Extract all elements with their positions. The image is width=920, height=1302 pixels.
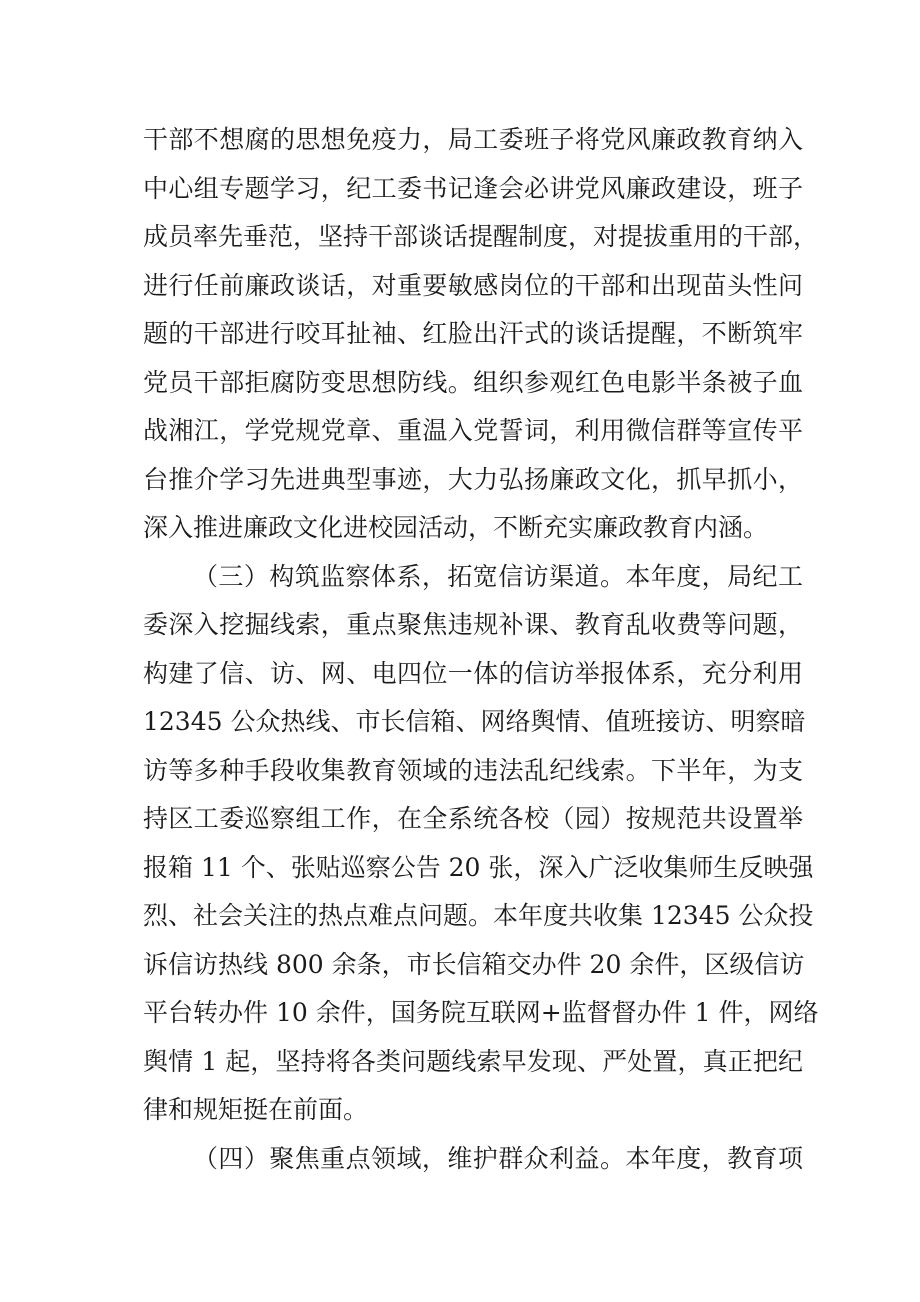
text-line: （四）聚焦重点领域，维护群众利益。本年度，教育项 — [193, 1143, 803, 1173]
text-line: 成员率先垂范，坚持干部谈话提醒制度，对提拔重用的干部， — [143, 222, 819, 251]
text-line: 深入推进廉政文化进校园活动，不断充实廉政教育内涵。 — [143, 513, 769, 542]
text-line: 12345 公众热线、市长信箱、网络舆情、值班接访、明察暗 — [143, 707, 806, 736]
text-line: 题的干部进行咬耳扯袖、红脸出汗式的谈话提醒，不断筑牢 — [143, 319, 803, 348]
text-line: 烈、社会关注的热点难点问题。本年度共收集 12345 公众投 — [143, 901, 814, 930]
text-line: 诉信访热线 800 余条，市长信箱交办件 20 余件，区级信访 — [143, 949, 805, 979]
text-line: 持区工委巡察组工作，在全系统各校（园）按规范共设置举 — [143, 804, 803, 833]
body-text — [143, 116, 819, 1183]
text-line: 委深入挖掘线索，重点聚焦违规补课、教育乱收费等问题， — [143, 610, 803, 639]
text-line: 舆情 1 起，坚持将各类问题线索早发现、严处置，真正把纪 — [143, 1046, 803, 1076]
text-line: 平台转办件 10 余件，国务院互联网+监督督办件 1 件，网络 — [143, 998, 819, 1027]
text-line: 党员干部拒腐防变思想防线。组织参观红色电影半条被子血 — [143, 367, 803, 397]
text-line: 进行任前廉政谈话，对重要敏感岗位的干部和出现苗头性问 — [143, 270, 803, 300]
text-line: 战湘江，学党规党章、重温入党誓词，利用微信群等宣传平 — [143, 416, 803, 445]
text-line: 构建了信、访、网、电四位一体的信访举报体系，充分利用 — [143, 658, 803, 688]
text-line: 中心组专题学习，纪工委书记逢会必讲党风廉政建设，班子 — [143, 173, 803, 203]
text-line: 律和规矩挺在前面。 — [143, 1095, 369, 1124]
text-line: 台推介学习先进典型事迹，大力弘扬廉政文化，抓早抓小， — [143, 464, 803, 494]
text-line: 报箱 11 个、张贴巡察公告 20 张，深入广泛收集师生反映强 — [143, 852, 814, 882]
text-line: （三）构筑监察体系，拓宽信访渠道。本年度，局纪工 — [193, 561, 803, 591]
text-line: 干部不想腐的思想免疫力，局工委班子将党风廉政教育纳入 — [143, 125, 803, 154]
text-line: 访等多种手段收集教育领域的违法乱纪线索。下半年，为支 — [143, 755, 803, 785]
